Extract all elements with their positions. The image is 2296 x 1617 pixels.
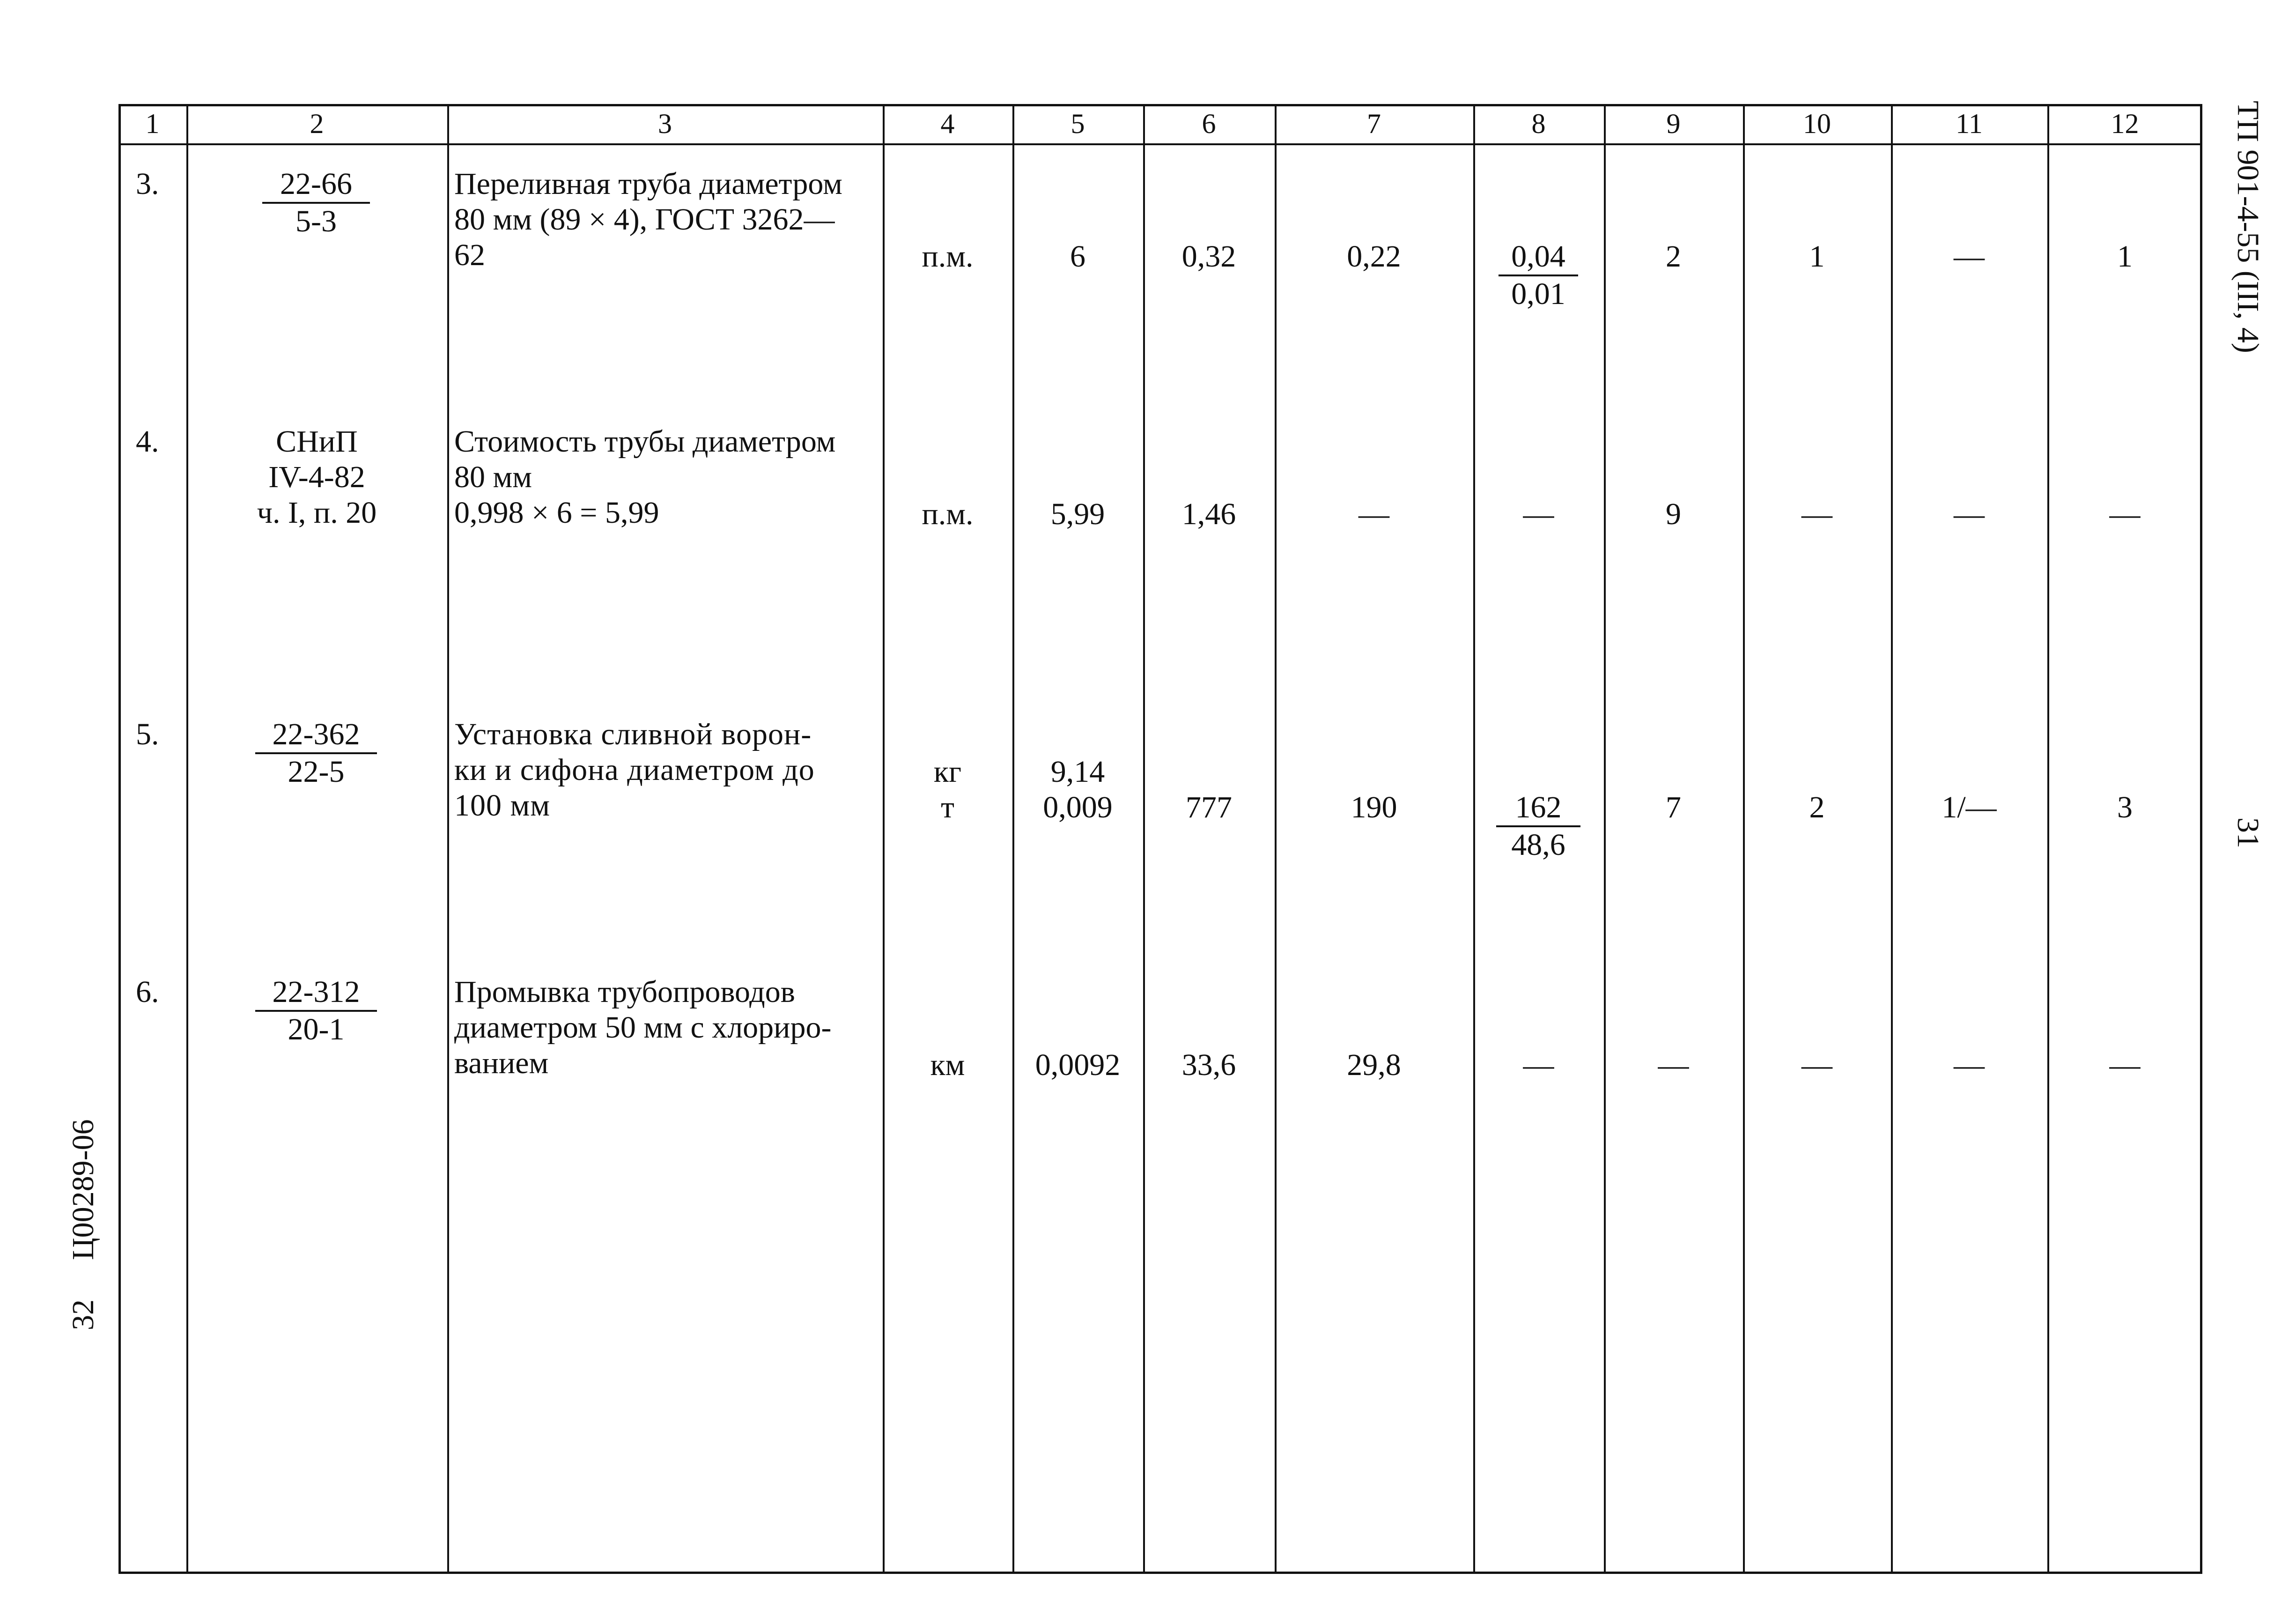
column-11-value: —	[1954, 239, 1985, 274]
work-description	[454, 166, 885, 273]
column-divider	[1891, 104, 1893, 1574]
norm-code-denominator: 22-5	[288, 755, 345, 789]
description-line: 80 мм (89 × 4), ГОСТ 3262—	[454, 202, 835, 237]
quantity-line: 0,009	[1043, 790, 1113, 824]
description-line: Промывка трубопроводов	[454, 975, 795, 1009]
norm-code-line: СНиП	[276, 424, 358, 459]
column-header: 7	[1367, 108, 1381, 139]
column-6-value: 0,32	[1181, 239, 1236, 274]
norm-code	[255, 974, 377, 1047]
column-7-value: 190	[1351, 790, 1397, 824]
unit-line: т	[941, 790, 954, 824]
column-10-value: —	[1801, 497, 1832, 531]
column-12-value: —	[2109, 1048, 2141, 1082]
norm-code-numerator: 22-66	[262, 166, 370, 204]
column-8-value: —	[1523, 1048, 1554, 1082]
description-line: диаметром 50 мм с хлориро-	[454, 1010, 832, 1045]
unit	[883, 754, 1012, 825]
column-divider	[1275, 104, 1277, 1574]
row-number: 5.	[136, 717, 159, 751]
page-number-right: 31	[2231, 817, 2265, 848]
column-8-value: —	[1523, 497, 1554, 531]
quantity: 0,0092	[1035, 1048, 1121, 1082]
work-description	[454, 974, 885, 1081]
description-line: Переливная труба диаметром	[454, 167, 842, 201]
column-10-value: 1	[1809, 239, 1825, 274]
column-header: 4	[940, 108, 955, 139]
norm-code-line: ч. I, п. 20	[257, 496, 377, 530]
column-12-value: 3	[2117, 790, 2133, 824]
description-line: ванием	[454, 1046, 549, 1080]
column-11-value: —	[1954, 1048, 1985, 1082]
column-divider	[1143, 104, 1145, 1574]
fraction-denominator: 48,6	[1511, 828, 1565, 862]
column-header: 8	[1531, 108, 1546, 139]
norm-code-numerator: 22-312	[255, 974, 377, 1012]
column-9-value: —	[1658, 1048, 1689, 1082]
column-10-value: —	[1801, 1048, 1832, 1082]
norm-code-numerator: 22-362	[255, 717, 377, 754]
column-header: 9	[1666, 108, 1681, 139]
fraction-numerator: 162	[1496, 790, 1580, 827]
column-6-value: 1,46	[1181, 497, 1236, 531]
description-line: ки и сифона диаметром до	[454, 753, 815, 787]
column-divider	[1743, 104, 1745, 1574]
description-line: 62	[454, 238, 485, 272]
norm-code	[262, 166, 370, 239]
column-6-value: 33,6	[1181, 1048, 1236, 1082]
work-description	[454, 424, 885, 531]
unit: п.м.	[922, 497, 974, 531]
description-line: Установка сливной ворон-	[454, 717, 812, 751]
row-number: 4.	[136, 424, 159, 459]
column-divider	[447, 104, 449, 1574]
column-11-value: 1/—	[1942, 790, 1997, 824]
column-divider	[2047, 104, 2049, 1574]
column-8-fraction	[1499, 239, 1578, 312]
column-divider	[186, 104, 188, 1574]
norm-code-denominator: 20-1	[288, 1012, 345, 1046]
column-8-fraction	[1496, 790, 1580, 863]
column-header: 6	[1202, 108, 1216, 139]
table-frame	[118, 104, 2202, 1574]
column-6-value: 777	[1186, 790, 1232, 824]
column-divider	[1473, 104, 1475, 1574]
column-divider	[1012, 104, 1014, 1574]
column-10-value: 2	[1809, 790, 1825, 824]
unit-line: кг	[933, 755, 962, 789]
column-divider	[883, 104, 885, 1574]
column-9-value: 9	[1666, 497, 1681, 531]
column-12-value: 1	[2117, 239, 2133, 274]
quantity: 6	[1070, 239, 1085, 274]
column-header: 12	[2111, 108, 2139, 139]
document-code: ТП 901-4-55 (III, 4)	[2231, 101, 2265, 353]
unit: км	[930, 1048, 965, 1082]
column-11-value: —	[1954, 497, 1985, 531]
column-header: 2	[310, 108, 324, 139]
column-header: 5	[1070, 108, 1085, 139]
description-line: 100 мм	[454, 788, 551, 823]
quantity	[1012, 754, 1143, 825]
row-number: 3.	[136, 167, 159, 201]
header-divider	[118, 143, 2202, 145]
fraction-denominator: 0,01	[1511, 277, 1565, 311]
column-7-value: 29,8	[1347, 1048, 1401, 1082]
norm-code-line: IV-4-82	[268, 460, 365, 494]
column-7-value: 0,22	[1347, 239, 1401, 274]
norm-code	[186, 424, 447, 531]
quantity: 5,99	[1050, 497, 1105, 531]
unit: п.м.	[922, 239, 974, 274]
norm-code-denominator: 5-3	[295, 204, 337, 238]
quantity-line: 9,14	[1050, 755, 1105, 789]
work-description	[454, 717, 885, 823]
column-header: 10	[1803, 108, 1831, 139]
fraction-numerator: 0,04	[1499, 239, 1578, 276]
column-header: 1	[145, 108, 160, 139]
column-divider	[1604, 104, 1606, 1574]
column-9-value: 2	[1666, 239, 1681, 274]
column-7-value: —	[1358, 497, 1389, 531]
column-9-value: 7	[1666, 790, 1681, 824]
description-line: 0,998 × 6 = 5,99	[454, 496, 659, 530]
page-number-left: 32	[66, 1299, 100, 1330]
column-header: 11	[1956, 108, 1983, 139]
archive-code: Ц00289-06	[66, 1119, 100, 1260]
description-line: 80 мм	[454, 460, 532, 494]
description-line: Стоимость трубы диаметром	[454, 424, 836, 459]
column-header: 3	[658, 108, 672, 139]
column-12-value: —	[2109, 497, 2141, 531]
row-number: 6.	[136, 975, 159, 1009]
norm-code	[255, 717, 377, 790]
